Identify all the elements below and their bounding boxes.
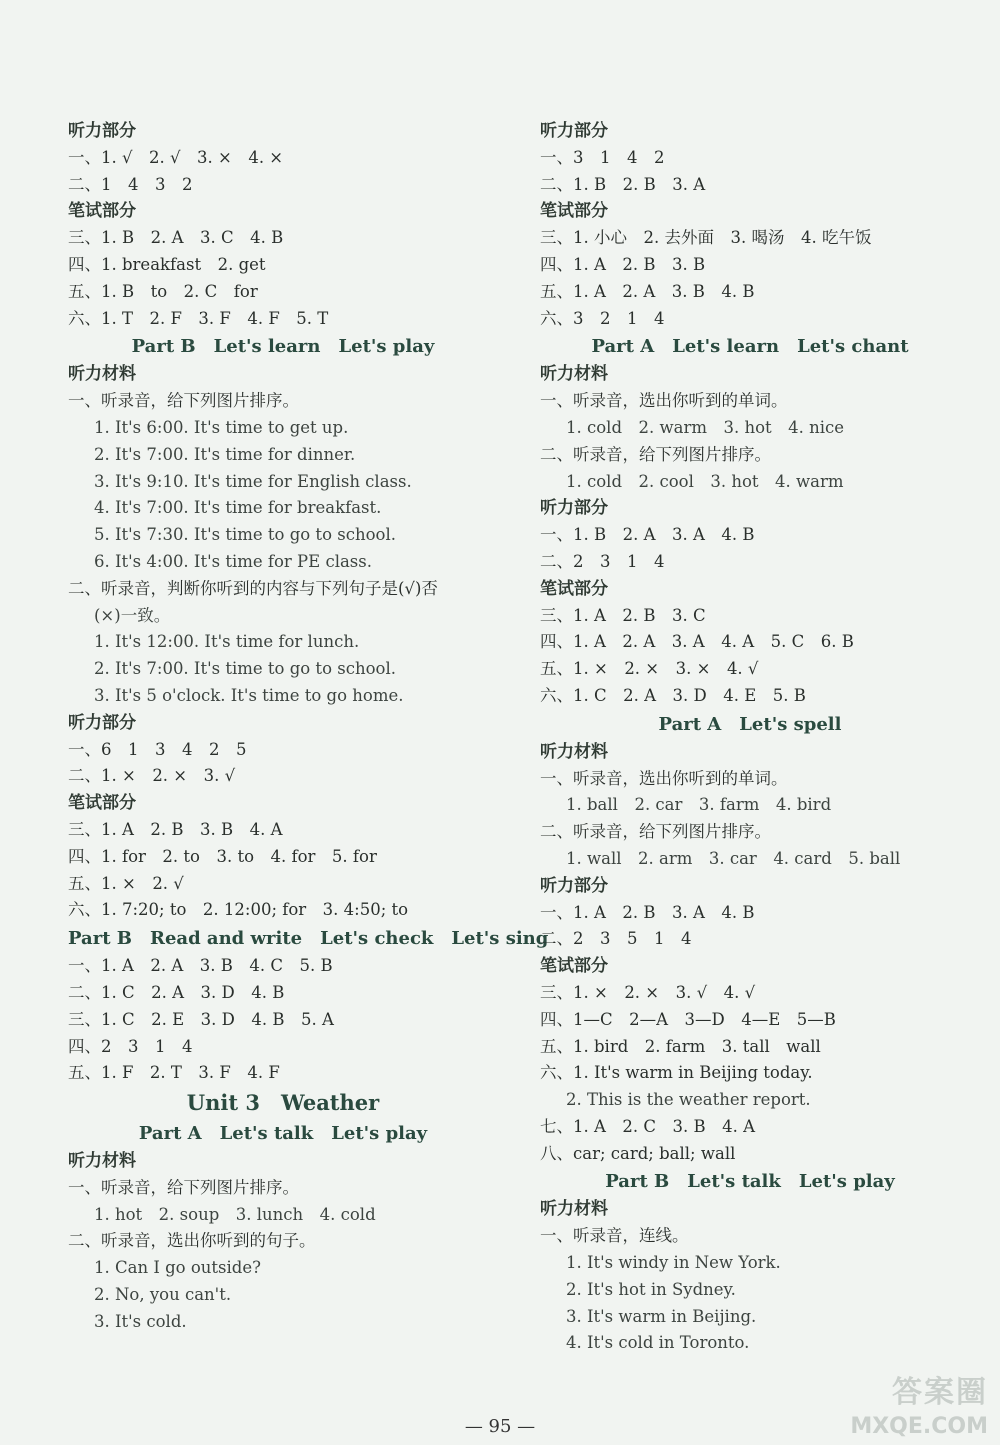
right-line: 听力材料 — [540, 741, 608, 762]
left-line: 五、1. B to 2. C for — [68, 281, 258, 301]
right-line: Part A Let's learn Let's chant — [591, 336, 909, 358]
left-line: 二、1 4 3 2 — [68, 174, 193, 194]
left-line: 一、1. √ 2. √ 3. × 4. × — [68, 147, 284, 167]
left-line: 一、听录音，给下列图片排序。 — [68, 391, 299, 411]
watermark-text: 答案圈 — [892, 1375, 988, 1410]
left-line: 1. It's 12:00. It's time for lunch. — [94, 632, 360, 652]
right-line: 笔试部分 — [540, 956, 608, 977]
left-line: 六、1. 7:20; to 2. 12:00; for 3. 4:50; to — [68, 900, 409, 920]
right-line: 六、3 2 1 4 — [540, 308, 665, 328]
left-line: 2. No, you can't. — [94, 1285, 232, 1305]
right-line: 一、1. A 2. B 3. A 4. B — [540, 902, 755, 922]
right-line: 1. wall 2. arm 3. car 4. card 5. ball — [566, 848, 901, 868]
left-line: 笔试部分 — [68, 201, 136, 222]
left-line: 五、1. F 2. T 3. F 4. F — [68, 1063, 280, 1083]
left-line: 1. hot 2. soup 3. lunch 4. cold — [94, 1204, 376, 1224]
left-line: 听力部分 — [68, 121, 136, 141]
right-line: 笔试部分 — [540, 578, 608, 599]
right-line: 五、1. × 2. × 3. × 4. √ — [540, 659, 759, 679]
right-line: 六、1. C 2. A 3. D 4. E 5. B — [540, 685, 806, 705]
right-line: 听力部分 — [540, 121, 608, 141]
left-line: 1. Can I go outside? — [94, 1258, 261, 1278]
left-line: 四、1. for 2. to 3. to 4. for 5. for — [68, 846, 377, 866]
right-line: 二、听录音，给下列图片排序。 — [540, 822, 771, 842]
left-line: 5. It's 7:30. It's time to go to school. — [94, 525, 396, 545]
right-line: 一、听录音，选出你听到的单词。 — [540, 391, 788, 411]
right-line: 三、1. 小心 2. 去外面 3. 喝汤 4. 吃午饭 — [540, 228, 872, 248]
right-line: 八、car; card; ball; wall — [540, 1143, 736, 1163]
left-line: 6. It's 4:00. It's time for PE class. — [94, 551, 372, 571]
right-line: 2. It's hot in Sydney. — [566, 1279, 736, 1299]
left-line: 四、2 3 1 4 — [68, 1036, 193, 1056]
right-line: 二、1. B 2. B 3. A — [540, 174, 706, 194]
left-line: 2. It's 7:00. It's time for dinner. — [94, 444, 356, 464]
right-line: 四、1. A 2. B 3. B — [540, 254, 706, 274]
left-line: 3. It's 5 o'clock. It's time to go home. — [94, 685, 404, 705]
left-line: 一、6 1 3 4 2 5 — [68, 739, 247, 759]
left-line: Part A Let's talk Let's play — [138, 1123, 428, 1145]
left-line: 4. It's 7:00. It's time for breakfast. — [94, 498, 382, 518]
right-line: 2. This is the weather report. — [566, 1090, 811, 1110]
left-line: 3. It's 9:10. It's time for English class. — [94, 471, 412, 491]
left-line: 2. It's 7:00. It's time to go to school. — [94, 659, 396, 679]
left-line: 3. It's cold. — [94, 1311, 187, 1331]
right-line: 二、2 3 1 4 — [540, 551, 665, 571]
right-line: Part A Let's spell — [658, 713, 842, 735]
left-line: 六、1. T 2. F 3. F 4. F 5. T — [68, 308, 329, 328]
left-line: 三、1. C 2. E 3. D 4. B 5. A — [68, 1009, 334, 1029]
right-line: 1. cold 2. cool 3. hot 4. warm — [566, 471, 844, 491]
left-line: 听力部分 — [68, 712, 136, 733]
left-line: 三、1. B 2. A 3. C 4. B — [68, 228, 284, 248]
right-line: 听力部分 — [540, 498, 608, 519]
left-line: 听力材料 — [68, 1151, 136, 1172]
right-line: 四、1. A 2. A 3. A 4. A 5. C 6. B — [540, 632, 854, 652]
right-line: 1. cold 2. warm 3. hot 4. nice — [566, 417, 845, 437]
left-line: 1. It's 6:00. It's time to get up. — [94, 417, 349, 437]
right-line: 五、1. A 2. A 3. B 4. B — [540, 281, 755, 301]
right-line: 二、2 3 5 1 4 — [540, 929, 692, 949]
right-line: 4. It's cold in Toronto. — [566, 1333, 750, 1353]
right-line: 六、1. It's warm in Beijing today. — [540, 1063, 813, 1083]
right-line: 笔试部分 — [540, 201, 608, 222]
right-line: 听力部分 — [540, 875, 608, 896]
right-line: Part B Let's talk Let's play — [605, 1171, 895, 1193]
left-line: 一、1. A 2. A 3. B 4. C 5. B — [68, 956, 333, 976]
page-number: — 95 — — [464, 1416, 536, 1437]
left-line: 二、听录音，判断你听到的内容与下列句子是(√)否 — [68, 578, 438, 598]
left-line: (×)一致。 — [94, 605, 171, 625]
left-line: Unit 3 Weather — [186, 1090, 380, 1116]
right-line: 二、听录音，给下列图片排序。 — [540, 444, 771, 464]
right-line: 四、1—C 2—A 3—D 4—E 5—B — [540, 1009, 836, 1029]
left-line: 二、听录音，选出你听到的句子。 — [68, 1231, 316, 1251]
left-line: 一、听录音，给下列图片排序。 — [68, 1177, 299, 1197]
left-line: Part B Read and write Let's check Let's sing — [68, 928, 549, 950]
left-line: 听力材料 — [68, 364, 136, 385]
left-line: Part B Let's learn Let's play — [131, 336, 435, 358]
left-line: 四、1. breakfast 2. get — [68, 254, 266, 274]
right-line: 七、1. A 2. C 3. B 4. A — [540, 1116, 756, 1136]
right-line: 听力材料 — [540, 364, 608, 385]
left-column — [68, 118, 549, 1336]
left-line: 二、1. C 2. A 3. D 4. B — [68, 982, 285, 1002]
right-line: 一、1. B 2. A 3. A 4. B — [540, 525, 755, 545]
watermark-url: MXQE.COM — [850, 1414, 988, 1439]
watermark-logo — [842, 1367, 992, 1439]
right-line: 一、3 1 4 2 — [540, 147, 665, 167]
left-line: 五、1. × 2. √ — [68, 873, 184, 893]
left-line: 笔试部分 — [68, 793, 136, 814]
right-line: 一、听录音，选出你听到的单词。 — [540, 768, 788, 788]
right-line: 一、听录音，连线。 — [540, 1226, 689, 1246]
right-column — [540, 118, 960, 1357]
right-line: 1. ball 2. car 3. farm 4. bird — [566, 795, 832, 815]
left-line: 三、1. A 2. B 3. B 4. A — [68, 819, 283, 839]
right-line: 1. It's windy in New York. — [566, 1253, 781, 1273]
right-line: 五、1. bird 2. farm 3. tall wall — [540, 1036, 821, 1056]
left-line: 二、1. × 2. × 3. √ — [68, 766, 236, 786]
right-line: 听力材料 — [540, 1199, 608, 1220]
right-line: 3. It's warm in Beijing. — [566, 1306, 757, 1326]
right-line: 三、1. A 2. B 3. C — [540, 605, 706, 625]
right-line: 三、1. × 2. × 3. √ 4. √ — [540, 982, 756, 1002]
